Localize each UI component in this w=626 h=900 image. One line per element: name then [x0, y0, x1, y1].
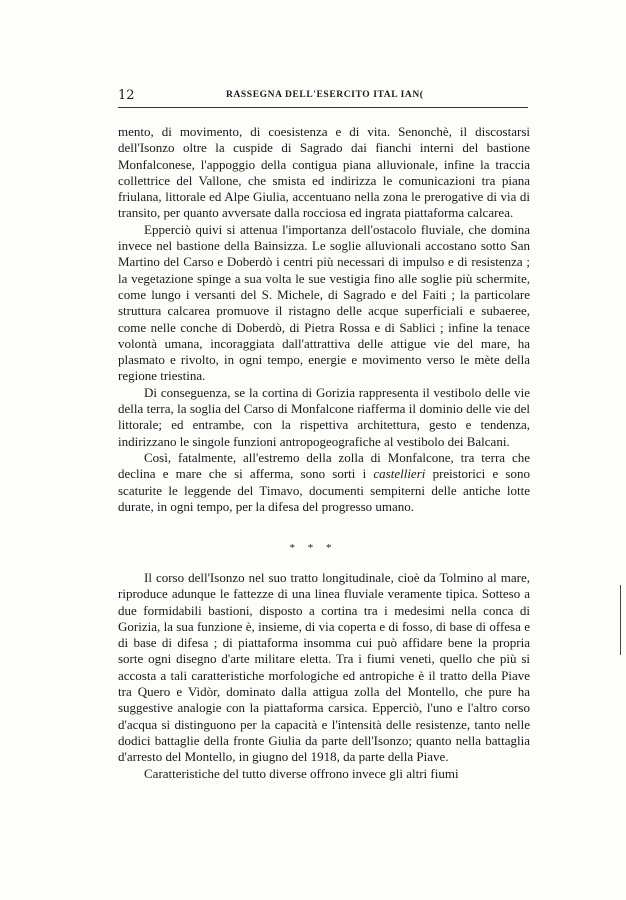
page-edge-mark — [620, 585, 621, 655]
section-2-text — [118, 570, 530, 782]
page-number: 12 — [118, 88, 135, 103]
running-title: RASSEGNA DELL'ESERCITO ITAL IAN( — [226, 90, 424, 100]
page-header — [118, 88, 530, 106]
paragraph: Di conseguenza, se la cortina di Gorizia rappresenta il vestibolo delle vie della terra, la soglia del Carso di Monfalcone riafferma il dominio delle vie del littorale; ed entrambe, con la rispettiva architettura, gesto e tendenza, indirizzano le singole funzioni antropogeografiche al vestibolo dei Balcani. — [118, 384, 530, 449]
italic-term: castellieri — [373, 466, 426, 482]
section-1-text — [118, 124, 530, 515]
paragraph: Il corso dell'Isonzo nel suo tratto longitudinale, cioè da Tolmino al mare, riproduce adunque le fattezze di una linea fluviale veramente tipica. Sotteso a due formidabili bastioni, disposto a cortina tra i medesimi nella conca di Gorizia, la sua funzione è, insieme, di via coperta e di fosso, di base di offesa e di base di difesa ; di piattaforma insomma cui può affidare bene la propria sorte ogni disegno d'arte militare eletta. Tra i fiumi veneti, quello che più si accosta a tali caratteristiche morfologiche ed antropiche è il tratto della Piave tra Quero e Vidòr, dominato dalla attigua zolla del Montello, che pure ha suggestive analogie con la piattaforma carsica. Epperciò, l'uno e l'altro corso d'acqua si distinguono per la capacità e l'intensità delle resistenze, tanto nelle dodici battaglie della fronte Giulia da parte dell'Isonzo; quanto nella battaglia d'arresto del Montello, in giugno del 1918, da parte della Piave. — [118, 570, 530, 765]
paragraph: Caratteristiche del tutto diverse offrono invece gli altri fiumi — [144, 765, 459, 781]
paragraph: mento, di movimento, di coesistenza e di vita. Senonchè, il discostarsi dell'Isonzo oltre la cuspide di Sagrado dai fianchi interni del bastione Monfalconese, l'appoggio della contigua piana alluvionale, infine la traccia collettrice del Vallone, che smista ed indirizza le comunicazioni tra piana friulana, littorale ed Alpe Giulia, accentuano nella zona le prerogative di via di transito, per quanto avversate dalla rocciosa ed ingrata piattaforma calcarea. — [118, 124, 530, 221]
section-separator: * * * — [289, 542, 337, 554]
header-rule — [118, 107, 528, 108]
paragraph: Epperciò quivi si attenua l'importanza dell'ostacolo fluviale, che domina invece nel bastione della Bainsizza. Le soglie alluvionali accostano sotto San Martino del Carso e Doberdò i centri più necessari di impulso e di resistenza ; la vegetazione spinge a sua volta le sue vestigia fino alle soglie più schermite, come lungo i versanti del S. Michele, di Sagrado e del Faiti ; la particolare struttura calcarea promuove il ristagno delle acque superficiali e subaeree, come nelle conche di Doberdò, di Pietra Rossa e di Sablici ; infine la tenace volontà umana, incoraggiata dall'attrattiva delle attigue vie del mare, ha plasmato e rivolto, in ogni tempo, energie e movimento verso le mète della regione triestina. — [118, 221, 530, 384]
paragraph-text: preistorici e sono scaturite le leggende del Timavo, documenti sempiterni delle antiche lotte durate, in ogni tempo, per la difesa del progresso umano. — [118, 466, 530, 514]
paragraph — [118, 450, 530, 515]
paragraph-text: Così, fatalmente, all'estremo della zolla di Monfalcone, tra terra che declina e mare che si afferma, sono sorti i — [118, 449, 530, 482]
